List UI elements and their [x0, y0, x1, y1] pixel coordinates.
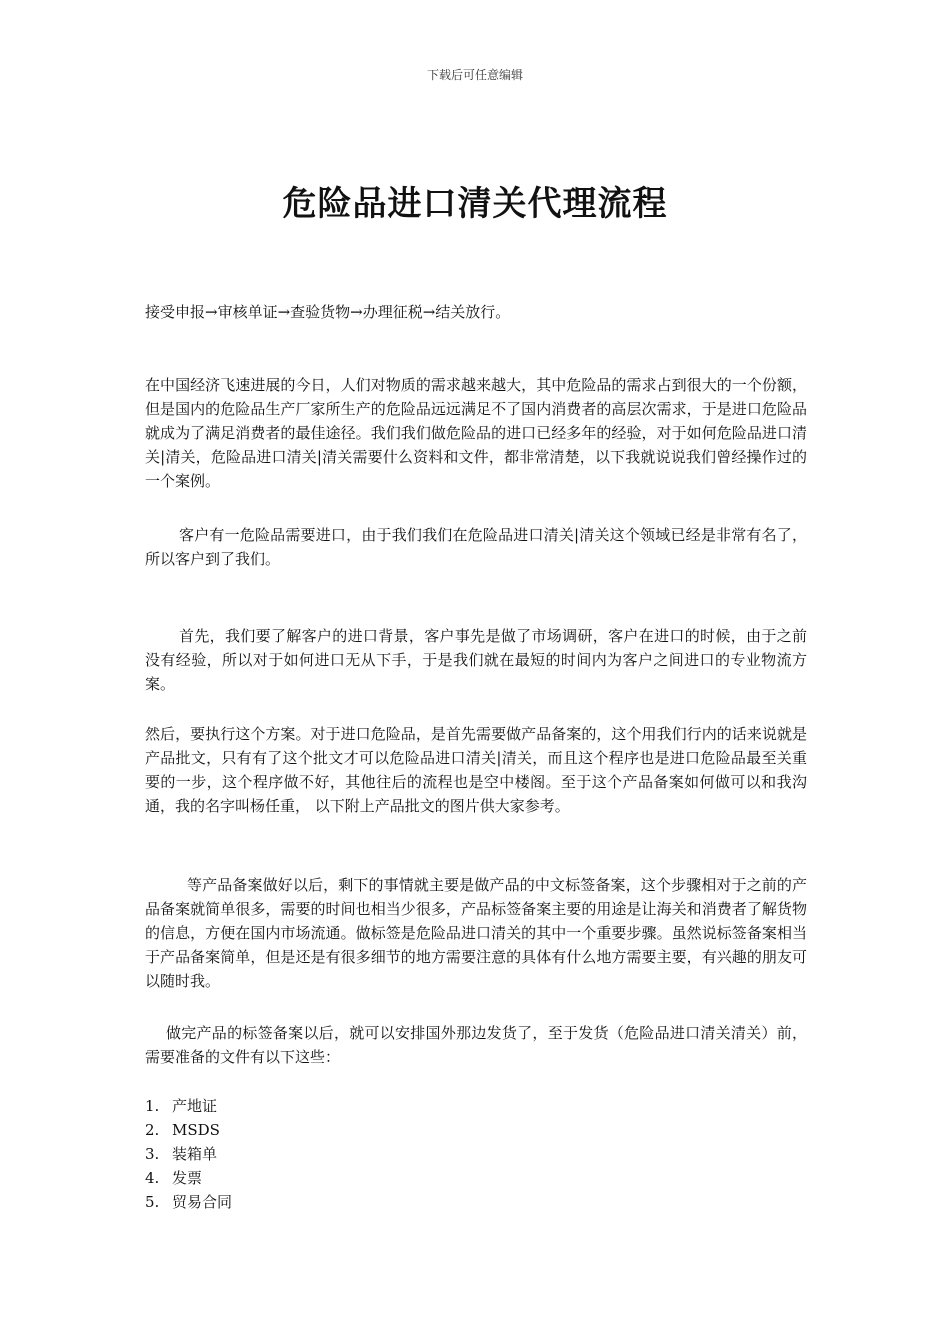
page-header-note: 下载后可任意编辑	[426, 68, 523, 82]
list-item	[145, 1142, 232, 1166]
intro-paragraph: 在中国经济飞速进展的今日，人们对物质的需求越来越大，其中危险品的需求占到很大的一个份额，但是国内的危险品生产厂家所生产的危险品远远满足不了国内消费者的高层次需求，于是进口危险品就成为了满足消费者的最佳途径。我们我们做危险品的进口已经多年的经验，对于如何危险品进口清关|清关，危险品进口清关|清关需要什么资料和文件，都非常清楚，以下我就说说我们曾经操作过的一个案例。	[145, 376, 807, 490]
document-title: 危险品进口清关代理流程	[282, 184, 668, 224]
process-summary-block	[145, 300, 807, 324]
then-step-paragraph: 然后，要执行这个方案。对于进口危险品，是首先需要做产品备案的，这个用我们行内的话来说就是产品批文，只有有了这个批文才可以危险品进口清关|清关，而且这个程序也是进口危险品最至关重要的一步，这个程序做不好，其他往后的流程也是空中楼阁。至于这个产品备案如何做可以和我沟通，我的名字叫杨任重， 以下附上产品批文的图片供大家参考。	[145, 725, 807, 815]
list-item	[145, 1190, 232, 1214]
list-item-label: 装箱单	[172, 1145, 218, 1163]
list-item	[145, 1118, 232, 1142]
client-block	[145, 523, 807, 571]
list-item-number: 1.	[145, 1097, 160, 1115]
list-item-number: 4.	[145, 1169, 160, 1187]
first-step-paragraph: 首先，我们要了解客户的进口背景，客户事先是做了市场调研，客户在进口的时候，由于之前没有经验，所以对于如何进口无从下手，于是我们就在最短的时间内为客户之间进口的专业物流方案。	[145, 627, 807, 693]
list-item	[145, 1094, 232, 1118]
intro-block	[145, 373, 807, 493]
required-documents-list	[145, 1094, 232, 1214]
label-filing-block	[145, 873, 807, 993]
then-step-block	[145, 722, 807, 818]
list-item-number: 3.	[145, 1145, 160, 1163]
first-step-block	[145, 624, 807, 696]
list-item-number: 5.	[145, 1193, 160, 1211]
list-item-label: 产地证	[172, 1097, 218, 1115]
list-item	[145, 1166, 232, 1190]
label-filing-paragraph: 等产品备案做好以后，剩下的事情就主要是做产品的中文标签备案，这个步骤相对于之前的产品备案就简单很多，需要的时间也相当少很多，产品标签备案主要的用途是让海关和消费者了解货物的信息，方便在国内市场流通。做标签是危险品进口清关的其中一个重要步骤。虽然说标签备案相当于产品备案简单，但是还是有很多细节的地方需要注意的具体有什么地方需要主要，有兴趣的朋友可以随时我。	[145, 876, 807, 990]
list-item-label: 贸易合同	[172, 1193, 233, 1211]
list-item-label: MSDS	[172, 1121, 220, 1139]
client-paragraph: 客户有一危险品需要进口，由于我们我们在危险品进口清关|清关这个领域已经是非常有名了，所以客户到了我们。	[145, 526, 807, 568]
shipping-block	[145, 1021, 807, 1069]
list-item-label: 发票	[172, 1169, 203, 1187]
list-item-number: 2.	[145, 1121, 160, 1139]
process-summary: 接受申报→审核单证→查验货物→办理征税→结关放行。	[145, 303, 511, 321]
shipping-paragraph: 做完产品的标签备案以后，就可以安排国外那边发货了，至于发货（危险品进口清关清关）前，需要准备的文件有以下这些：	[145, 1024, 807, 1066]
